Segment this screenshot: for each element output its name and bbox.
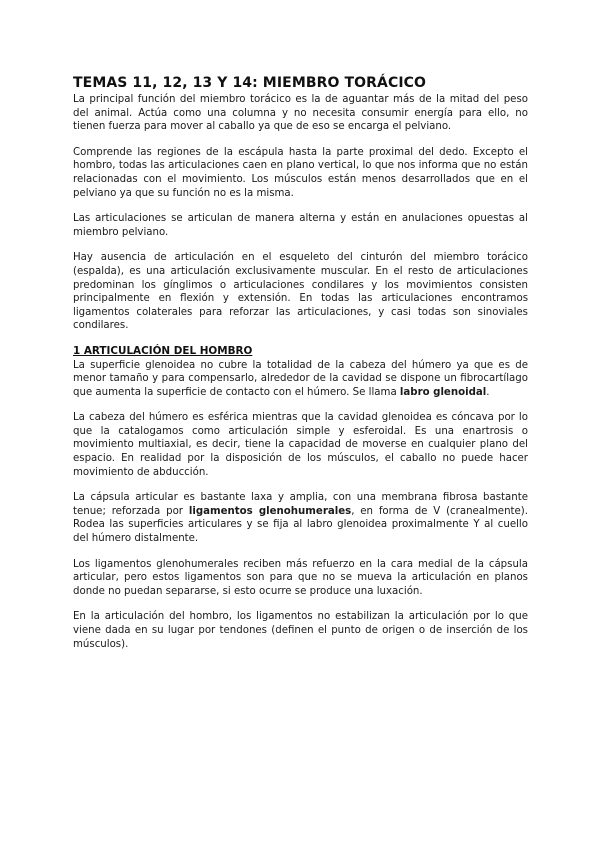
section1-paragraph-4: Los ligamentos glenohumerales reciben más refuerzo en la cara medial de la cápsula articular, pero estos ligamentos son para que no se mueva la articulación en planos donde no puedan separarse, si esto ocurre se produce una luxación. [73, 558, 528, 597]
intro-paragraph-3: Las articulaciones se articulan de manera alterna y están en anulaciones opuestas al miembro pelviano. [73, 213, 528, 238]
bold-term-ligamentos-glenohumerales: ligamentos glenohumerales [188, 505, 352, 517]
bold-term-labro-glenoidal: labro glenoidal [399, 386, 487, 398]
text-run: La cápsula articular es bastante laxa y amplia, con una membrana fibrosa bastante tenue; reforzada por [73, 492, 528, 517]
text-run: , en forma de V (cranealmente). Rodea las superficies articulares y se fija al labro glenoidea proximalmente Y al cuello del húmero distalmente. [73, 505, 529, 545]
section1-paragraph-2: La cabeza del húmero es esférica mientras que la cavidad glenoidea es cóncava por lo que la catalogamos como articulación simple y esferoidal. Es una enartrosis o movimiento multiaxial, es decir, tiene la capacidad de moverse en cualquier plano del espacio. En realidad por la disposición de los músculos, el caballo no puede hacer movimiento de abducción. [73, 412, 528, 478]
intro-paragraph-1: La principal función del miembro torácico es la de aguantar más de la mitad del peso del animal. Actúa como una columna y no necesita consumir energía para ello, no tienen fuerza para mover al caballo ya que de eso se encarga el pelviano. [73, 94, 528, 133]
document-page [73, 74, 528, 663]
text-run: La superficie glenoidea no cubre la totalidad de la cabeza del húmero ya que es de menor tamaño y para compensarlo, alrededor de la cavidad se dispone un fibrocartílago que aumenta la superficie de contacto con el húmero. Se llama [73, 359, 528, 398]
intro-paragraph-2: Comprende las regiones de la escápula hasta la parte proximal del dedo. Excepto el hombro, todas las articulaciones caen en plano vertical, lo que nos informa que no están relacionadas con el movimiento. Los músculos están menos desarrollados que en el pelviano ya que su función no es la misma. [73, 146, 528, 199]
section1-paragraph-5: En la articulación del hombro, los ligamentos no estabilizan la articulación por lo que viene dada en su lugar por tendones (definen el punto de origen o de inserción de los músculos). [73, 611, 528, 650]
text-run: . [486, 386, 490, 398]
section-heading-hombro: 1 ARTICULACIÓN DEL HOMBRO [73, 344, 253, 357]
document-title: TEMAS 11, 12, 13 Y 14: MIEMBRO TORÁCICO [73, 75, 426, 91]
intro-paragraph-4: Hay ausencia de articulación en el esqueleto del cinturón del miembro torácico (espalda), es una articulación exclusivamente muscular. En el resto de articulaciones predominan los gínglimos o articulaciones condilares y los movimientos consisten principalmente en flexión y extensión. En todas las articulaciones encontramos ligamentos colaterales para reforzar las articulaciones, y casi todas son sinoviales condilares. [73, 252, 528, 332]
section1-paragraph-3 [73, 491, 528, 545]
section1-paragraph-1 [73, 359, 528, 400]
